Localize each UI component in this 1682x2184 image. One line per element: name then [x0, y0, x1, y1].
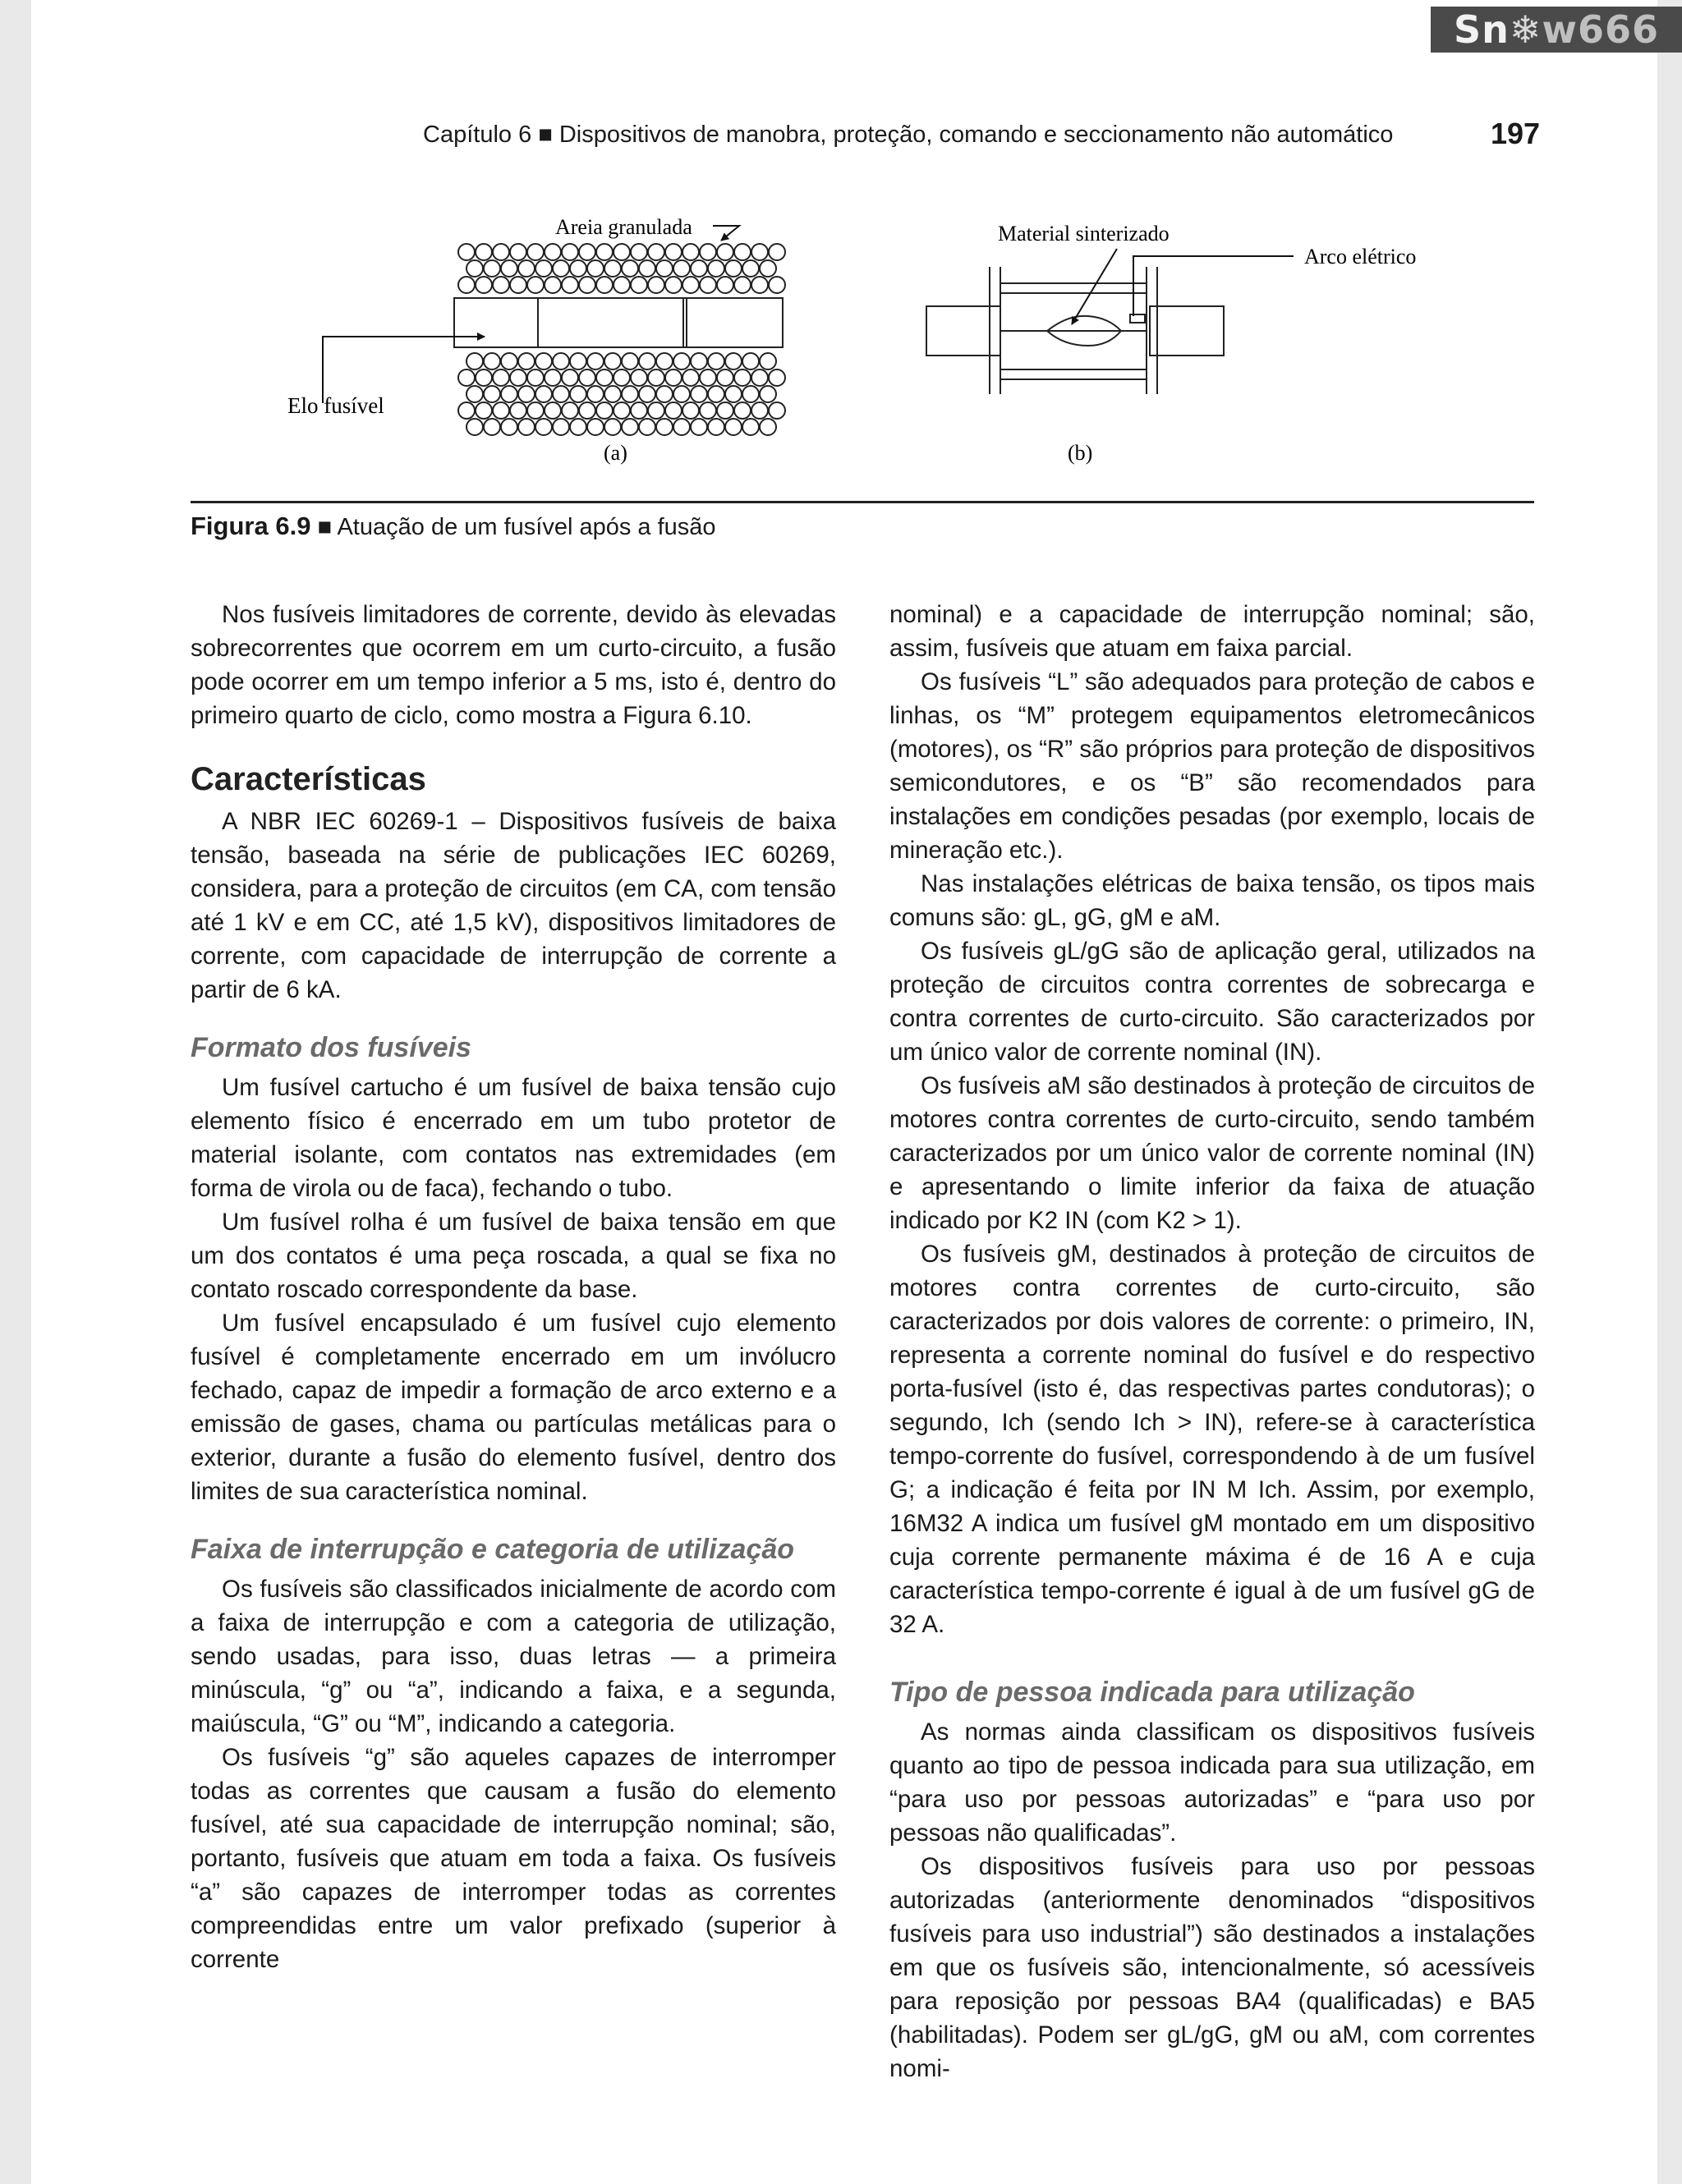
paragraph: Os fusíveis gM, destinados à proteção de circuitos de motores contra correntes de curto-circuito, são caracterizados por dois valores de corrente: o primeiro, IN, representa a corrente nominal do fusível e do respectivo porta-fusível (isto é, das respectivas partes condutoras); o segundo, Ich (sendo Ich > IN), refere-se à característica tempo-corrente do fusível, correspondendo à de um fusível G; a indicação é feita por IN M Ich. Assim, por exemplo, 16M32 A indica um fusível gM montado em um dispositivo cuja corrente permanente máxima é de 16 A e cuja característica tempo-corrente é igual à de um fusível gG de 32 A. — [889, 1241, 1535, 1638]
sand-grain — [596, 277, 613, 293]
sand-grain — [639, 353, 655, 369]
paragraph: Um fusível encapsulado é um fusível cujo elemento fusível é completamente encerrado em um invólucro fechado, capaz de impedir a formação de arco externo e a emissão de gases, chama ou partículas metálicas para o exterior, durante a fusão do elemento fusível, dentro dos limites de sua característica nominal. — [191, 1310, 836, 1505]
sand-grain — [562, 369, 578, 386]
sand-grain — [622, 353, 638, 369]
sand-grain — [596, 402, 613, 419]
sand-grain — [553, 353, 569, 369]
sand-grain — [673, 260, 690, 277]
sand-grain — [769, 369, 785, 386]
sand-grain — [458, 244, 475, 260]
right-column — [889, 598, 1535, 2085]
sand-grain — [458, 402, 475, 419]
sand-grain — [587, 353, 604, 369]
sand-grain — [587, 386, 604, 402]
sand-grain — [614, 277, 630, 293]
paragraph: Nas instalações elétricas de baixa tensão, os tipos mais comuns são: gL, gG, gM e aM. — [889, 870, 1535, 931]
sand-grain — [682, 277, 699, 293]
sand-grain — [535, 260, 552, 277]
sand-grain — [501, 260, 517, 277]
heading-faixa-de-interrupcao: Faixa de interrupção e categoria de utilização — [191, 1534, 795, 1565]
sand-grain — [484, 260, 500, 277]
sand-grain — [535, 419, 552, 435]
sand-grain — [760, 419, 776, 435]
sand-grain — [725, 260, 742, 277]
leader-material — [1072, 249, 1117, 324]
sand-grain — [527, 244, 544, 260]
sand-grain — [631, 244, 647, 260]
paragraph: A NBR IEC 60269-1 – Dispositivos fusíveis de baixa tensão, baseada na série de publicações IEC 60269, considera, para a proteção de circuitos (em CA, com tensão até 1 kV e em CC, até 1,5 kV), dispositivos limitadores de corrente, com capacidade de interrupção de corrente a partir de 6 kA. — [191, 808, 836, 1003]
paragraph: Os fusíveis “L” são adequados para proteção de cabos e linhas, os “M” protegem equipamentos eletromecânicos (motores), os “R” são próprios para proteção de dispositivos semicondutores, e os “B” são recomendados para instalações em condições pesadas (por exemplo, locais de mineração etc.). — [889, 668, 1535, 864]
sand-grain — [751, 277, 768, 293]
left-column — [191, 598, 836, 1976]
sand-grain — [458, 369, 475, 386]
sand-grain — [742, 386, 759, 402]
sand-grain — [476, 402, 492, 419]
sand-grain — [631, 277, 647, 293]
figure-caption — [191, 512, 716, 541]
label-b: (b) — [1068, 441, 1093, 465]
label-a: (a) — [604, 441, 627, 465]
sand-grain — [682, 402, 699, 419]
sand-grain — [518, 419, 535, 435]
watermark-text-left: Sn — [1454, 7, 1510, 52]
sand-grain — [510, 277, 526, 293]
sand-grain — [665, 402, 682, 419]
sand-grain — [717, 277, 733, 293]
sand-grain — [760, 386, 776, 402]
sand-grain — [570, 386, 586, 402]
sand-grain — [648, 244, 664, 260]
sand-grain — [665, 277, 682, 293]
sand-grain — [700, 402, 716, 419]
heading-formato-dos-fusiveis: Formato dos fusíveis — [191, 1032, 471, 1063]
sand-grain — [510, 402, 526, 419]
sand-grain — [614, 402, 630, 419]
watermark-text-right: w666 — [1542, 7, 1659, 52]
sand-grain — [527, 369, 544, 386]
sand-grain — [579, 277, 595, 293]
sand-grain — [673, 386, 690, 402]
sand-grain — [665, 244, 682, 260]
sand-grain — [708, 386, 724, 402]
sand-grain — [527, 402, 544, 419]
sand-grain — [510, 244, 526, 260]
sand-grain — [466, 386, 483, 402]
paragraph: Os fusíveis gL/gG são de aplicação geral, utilizados na proteção de circuitos contra correntes de sobrecarga e contra correntes de curto-circuito. São caracterizados por um único valor de corrente nominal (IN). — [889, 938, 1535, 1066]
sand-grain — [700, 277, 716, 293]
sand-grain — [656, 419, 673, 435]
sand-grain — [493, 277, 509, 293]
paragraph: Os dispositivos fusíveis para uso por pessoas autorizadas (anteriormente denominados “dispositivos fusíveis para uso industrial”) são destinados a instalações em que os fusíveis são, intencionalmente, só acessíveis para reposição por pessoas BA4 (qualificadas) e BA5 (habilitadas). Podem ser gL/gG, gM ou aM, com correntes nomi- — [889, 1853, 1535, 2082]
sand-grain — [518, 260, 535, 277]
sand-grain — [751, 369, 768, 386]
sand-grain — [604, 386, 621, 402]
sand-grain — [510, 369, 526, 386]
sand-grain — [742, 260, 759, 277]
sand-grain — [631, 402, 647, 419]
sand-grain — [570, 353, 586, 369]
snowflake-icon: ❄ — [1509, 7, 1542, 52]
sand-grain — [587, 260, 604, 277]
sand-grain — [717, 402, 733, 419]
label-arco-eletrico: Arco elétrico — [1304, 245, 1417, 268]
sand-grain — [725, 386, 742, 402]
sand-grain — [725, 419, 742, 435]
sand-grain — [545, 369, 561, 386]
sand-grain — [579, 402, 595, 419]
sand-grain — [466, 353, 483, 369]
sand-grain — [760, 260, 776, 277]
sand-grain — [682, 369, 699, 386]
paragraph: Os fusíveis são classificados inicialmente de acordo com a faixa de interrupção e com a categoria de utilização, sendo usadas, para isso, duas letras — a primeira minúscula, “g” ou “a”, indicando a faixa, e a segunda, maiúscula, “G” ou “M”, indicando a categoria. — [191, 1576, 836, 1737]
sand-grain — [639, 386, 655, 402]
sand-grain — [648, 277, 664, 293]
sand-grain — [501, 419, 517, 435]
sand-grain — [535, 353, 552, 369]
sand-grain — [562, 277, 578, 293]
sand-grain — [476, 244, 492, 260]
paragraph: Os fusíveis “g” são aqueles capazes de interromper todas as correntes que causam a fusão do elemento fusível, até sua capacidade de interrupção nominal; são, portanto, fusíveis que atuam em toda a faixa. Os fusíveis “a” são capazes de interromper todas as correntes compreendidas entre um valor prefixado (superior à corrente — [191, 1744, 836, 1973]
sand-grain — [742, 353, 759, 369]
sand-grain — [476, 369, 492, 386]
sand-grain — [700, 369, 716, 386]
paragraph: Um fusível rolha é um fusível de baixa tensão em que um dos contatos é uma peça roscada, a qual se fixa no contato roscado correspondente da base. — [191, 1209, 836, 1303]
sand-grain — [656, 386, 673, 402]
sand-grain — [708, 260, 724, 277]
sand-grain — [734, 369, 751, 386]
page-number: 197 — [1491, 117, 1541, 150]
sand-grain — [604, 260, 621, 277]
sand-grain — [725, 353, 742, 369]
sand-grain — [691, 386, 707, 402]
sand-grain — [742, 419, 759, 435]
sand-grain — [734, 277, 751, 293]
sand-grain — [631, 369, 647, 386]
sand-grain — [570, 419, 586, 435]
sand-grain — [476, 277, 492, 293]
sand-grain — [493, 402, 509, 419]
sand-grain — [751, 244, 768, 260]
sand-grain — [691, 353, 707, 369]
label-elo-fusivel: Elo fusível — [287, 393, 384, 418]
sand-grain — [484, 353, 500, 369]
sand-grain — [562, 402, 578, 419]
sand-grain — [648, 369, 664, 386]
sand-grain — [614, 244, 630, 260]
figure-6-9 — [246, 209, 1544, 489]
sand-grain — [604, 419, 621, 435]
sand-grain — [545, 402, 561, 419]
sand-grain — [708, 353, 724, 369]
watermark — [1431, 7, 1682, 53]
sand-grain — [700, 244, 716, 260]
sand-grain — [734, 244, 751, 260]
sand-grain — [484, 386, 500, 402]
sand-grain — [673, 419, 690, 435]
sand-grain — [769, 277, 785, 293]
paragraph: Um fusível cartucho é um fusível de baixa tensão cujo elemento físico é encerrado em um tubo protetor de material isolante, com contatos nas extremidades (em forma de virola ou de faca), fechando o tubo. — [191, 1074, 836, 1202]
label-material-sinterizado: Material sinterizado — [998, 222, 1170, 245]
caption-label: Figura 6.9 — [191, 512, 311, 540]
sand-grain — [665, 369, 682, 386]
sand-grain — [622, 419, 638, 435]
sand-grain — [656, 260, 673, 277]
sand-grain — [553, 386, 569, 402]
sand-grain — [622, 386, 638, 402]
sand-grain — [553, 419, 569, 435]
sand-grain — [622, 260, 638, 277]
paragraph: nominal) e a capacidade de interrupção nominal; são, assim, fusíveis que atuam em faixa parcial. — [889, 601, 1535, 662]
sand-grain — [656, 353, 673, 369]
sand-grain — [769, 244, 785, 260]
sand-grain — [682, 244, 699, 260]
sand-grain — [501, 353, 517, 369]
sand-grain — [734, 402, 751, 419]
sand-grain — [466, 419, 483, 435]
sand-grain — [518, 353, 535, 369]
sand-grain — [691, 260, 707, 277]
caption-text: ■ Atuação de um fusível após a fusão — [310, 514, 716, 540]
sand-grain — [501, 386, 517, 402]
sand-grain — [587, 419, 604, 435]
sand-grain — [639, 419, 655, 435]
sand-grain — [562, 244, 578, 260]
sand-grain — [769, 402, 785, 419]
sand-grain — [527, 277, 544, 293]
label-areia-granulada: Areia granulada — [555, 215, 692, 239]
sand-grain — [493, 369, 509, 386]
sand-grain — [717, 369, 733, 386]
sand-grain — [579, 369, 595, 386]
sand-grain — [518, 386, 535, 402]
sand-grain — [604, 353, 621, 369]
sand-grain — [648, 402, 664, 419]
sand-grain — [466, 260, 483, 277]
sand-grain — [545, 244, 561, 260]
sand-grain — [493, 244, 509, 260]
sand-grain — [535, 386, 552, 402]
sand-grain — [553, 260, 569, 277]
fuse-element-a — [454, 298, 783, 347]
paragraph: As normas ainda classificam os dispositivos fusíveis quanto ao tipo de pessoa indicada para sua utilização, em “para uso por pessoas autorizadas” e “para uso por pessoas não qualificadas”. — [889, 1718, 1535, 1847]
leader-areia — [713, 226, 739, 241]
running-head: Capítulo 6 ■ Dispositivos de manobra, proteção, comando e seccionamento não automático — [423, 122, 1394, 148]
sand-grain — [484, 419, 500, 435]
paragraph: Os fusíveis aM são destinados à proteção de circuitos de motores contra correntes de curto-circuito, sendo também caracterizados por um único valor de corrente nominal (IN) e apresentando o limite inferior da faixa de atuação indicado por K2 IN (com K2 > 1). — [889, 1072, 1535, 1234]
fuse-body-b — [926, 267, 1224, 394]
sand-grain — [614, 369, 630, 386]
paragraph: Nos fusíveis limitadores de corrente, devido às elevadas sobrecorrentes que ocorrem em um curto-circuito, a fusão pode ocorrer em um tempo inferior a 5 ms, isto é, dentro do primeiro quarto de ciclo, como mostra a Figura 6.10. — [191, 601, 836, 729]
sand-grain — [596, 244, 613, 260]
sand-grain — [570, 260, 586, 277]
sand-grain — [596, 369, 613, 386]
sand-grain — [691, 419, 707, 435]
sand-grain — [579, 244, 595, 260]
heading-caracteristicas: Características — [191, 761, 426, 797]
figure-rule — [191, 501, 1534, 503]
fuse-diagram — [246, 209, 1544, 489]
sand-grain — [545, 277, 561, 293]
sand-grain — [708, 419, 724, 435]
sand-grain — [717, 244, 733, 260]
heading-tipo-de-pessoa: Tipo de pessoa indicada para utilização — [889, 1677, 1415, 1708]
sand-grain — [760, 353, 776, 369]
sand-grain — [673, 353, 690, 369]
sand-grain — [639, 260, 655, 277]
sand-grain — [751, 402, 768, 419]
sand-grain — [458, 277, 475, 293]
